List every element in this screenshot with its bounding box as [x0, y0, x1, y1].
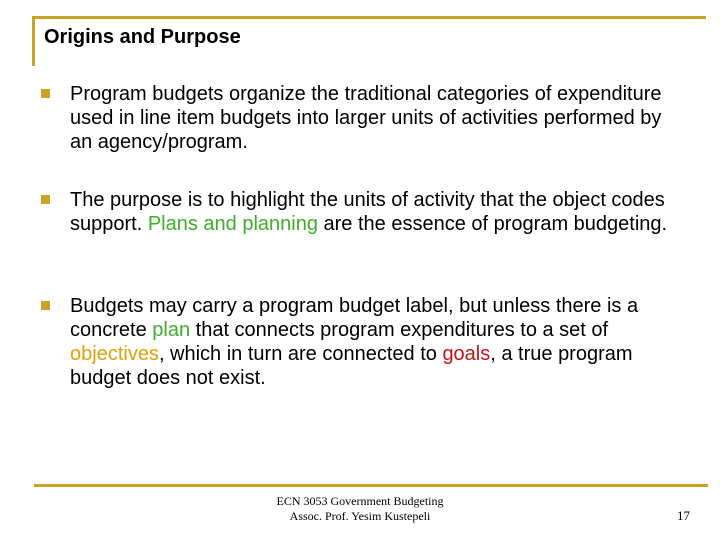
- bullet-item: [41, 188, 681, 236]
- slide-title: Origins and Purpose: [44, 26, 241, 48]
- bullet-text: Program budgets organize the traditional categories of expenditure used in line item budgets into larger units of activities performed by an agency/program.: [70, 83, 662, 153]
- page-number: 17: [677, 508, 690, 523]
- bullet-text: Budgets may carry a program budget label, but unless there is a concrete plan that connects program expenditures to a set of objectives, which in turn are connected to goals, a true program budget does not exist.: [70, 295, 639, 389]
- highlight-plans-and-planning: Plans and planning: [147, 213, 318, 235]
- square-bullet-icon: [41, 301, 50, 310]
- footer-course: ECN 3053 Government Budgeting: [276, 494, 444, 508]
- highlight-objectives: objectives: [70, 343, 159, 365]
- highlight-plan: plan: [152, 319, 191, 341]
- highlight-goals: goals: [442, 343, 491, 365]
- square-bullet-icon: [41, 195, 50, 204]
- bottom-rule: [34, 484, 708, 487]
- bullet-text: The purpose is to highlight the units of activity that the object codes support. Plans and planning are the essence of program budgeting.: [70, 189, 668, 235]
- square-bullet-icon: [41, 89, 50, 98]
- left-rule: [32, 16, 35, 66]
- bullet-item: [41, 82, 681, 154]
- footer: [230, 494, 490, 524]
- bullet-item: [41, 294, 681, 390]
- footer-author: Assoc. Prof. Yesim Kustepeli: [289, 509, 431, 523]
- top-rule: [32, 16, 706, 19]
